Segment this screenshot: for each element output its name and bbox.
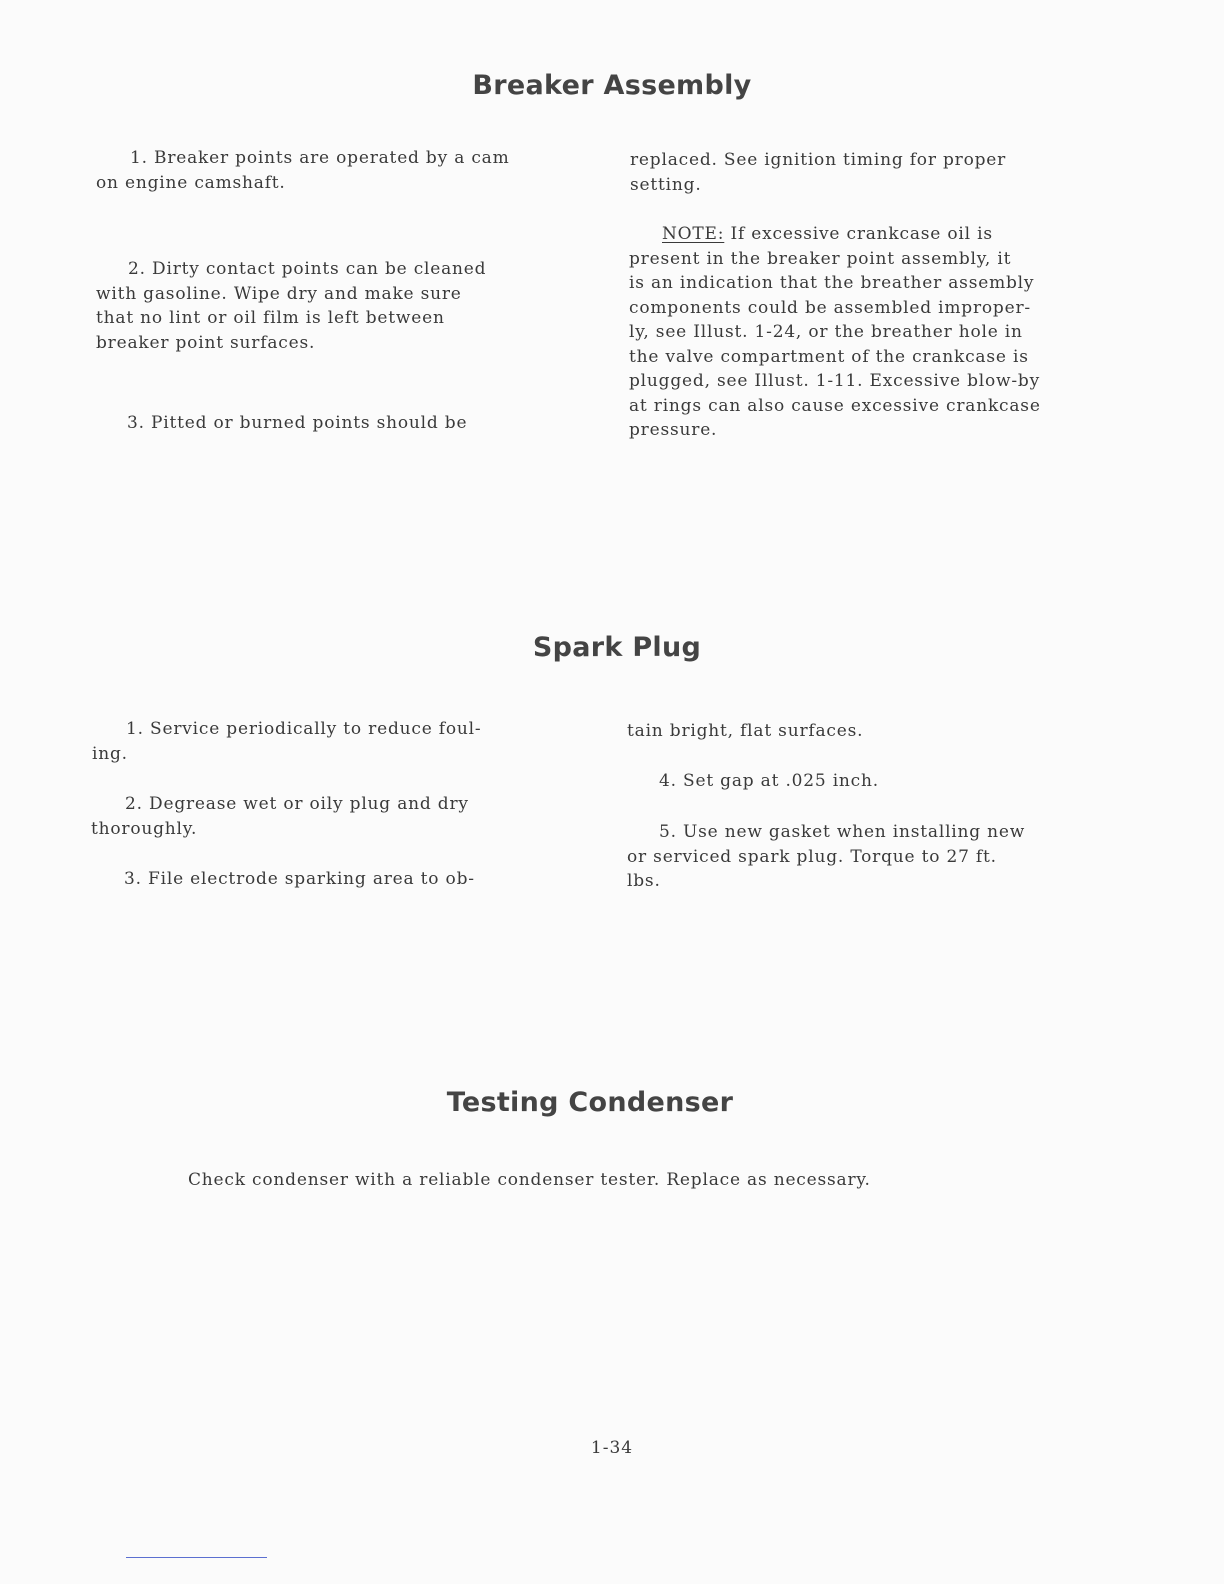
breaker-note <box>629 222 1041 443</box>
line: breaker point surfaces. <box>96 332 316 353</box>
line: 2. Dirty contact points can be cleaned <box>128 259 487 279</box>
line: setting. <box>630 174 702 195</box>
note-label: NOTE: <box>662 224 725 244</box>
breaker-item-1 <box>96 146 510 195</box>
line: 1. Service periodically to reduce foul- <box>126 719 482 739</box>
line: pressure. <box>629 420 718 440</box>
breaker-item-3-continued <box>630 148 1006 197</box>
line: plugged, see Illust. 1-11. Excessive blow-by <box>629 371 1041 391</box>
line: 3. Pitted or burned points should be <box>127 413 468 433</box>
breaker-item-2 <box>96 257 486 355</box>
line: 3. File electrode sparking area to ob- <box>124 869 475 889</box>
line: with gasoline. Wipe dry and make sure <box>96 283 462 304</box>
spark-item-3 <box>91 867 475 892</box>
line: is an indication that the breather assembly <box>629 273 1035 293</box>
spark-item-4 <box>627 769 879 794</box>
testing-condenser-text: Check condenser with a reliable condenser tester. Replace as necessary. <box>188 1170 871 1190</box>
breaker-item-3 <box>96 411 467 436</box>
line: 1. Breaker points are operated by a cam <box>130 148 510 168</box>
line: thoroughly. <box>91 818 198 839</box>
line: on engine camshaft. <box>96 172 286 193</box>
spark-plug-heading: Spark Plug <box>532 632 702 663</box>
line: tain bright, flat surfaces. <box>627 721 864 741</box>
line: that no lint or oil film is left between <box>96 308 445 328</box>
breaker-assembly-heading: Breaker Assembly <box>472 70 752 101</box>
note-first-line <box>629 222 1041 247</box>
note-first-text: If excessive crankcase oil is <box>724 224 993 244</box>
line: 2. Degrease wet or oily plug and dry <box>125 794 469 814</box>
line: components could be assembled improper- <box>629 297 1031 318</box>
line: or serviced spark plug. Torque to 27 ft. <box>627 846 997 867</box>
line: 5. Use new gasket when installing new <box>659 822 1026 842</box>
line: at rings can also cause excessive crankcase <box>629 395 1041 416</box>
spark-item-1 <box>92 717 481 766</box>
line: lbs. <box>627 871 661 891</box>
spark-item-5 <box>627 820 1025 894</box>
line: the valve compartment of the crankcase is <box>629 346 1029 367</box>
footnote-rule <box>126 1557 267 1558</box>
line: 4. Set gap at .025 inch. <box>659 771 879 791</box>
line: ly, see Illust. 1-24, or the breather hole in <box>629 322 1023 342</box>
page-number: 1-34 <box>590 1438 634 1458</box>
spark-item-3-continued <box>627 719 863 744</box>
testing-condenser-heading: Testing Condenser <box>446 1087 734 1118</box>
line: ing. <box>92 743 128 764</box>
line: present in the breaker point assembly, it <box>629 248 1012 269</box>
line: replaced. See ignition timing for proper <box>630 150 1007 170</box>
spark-item-2 <box>91 792 469 841</box>
